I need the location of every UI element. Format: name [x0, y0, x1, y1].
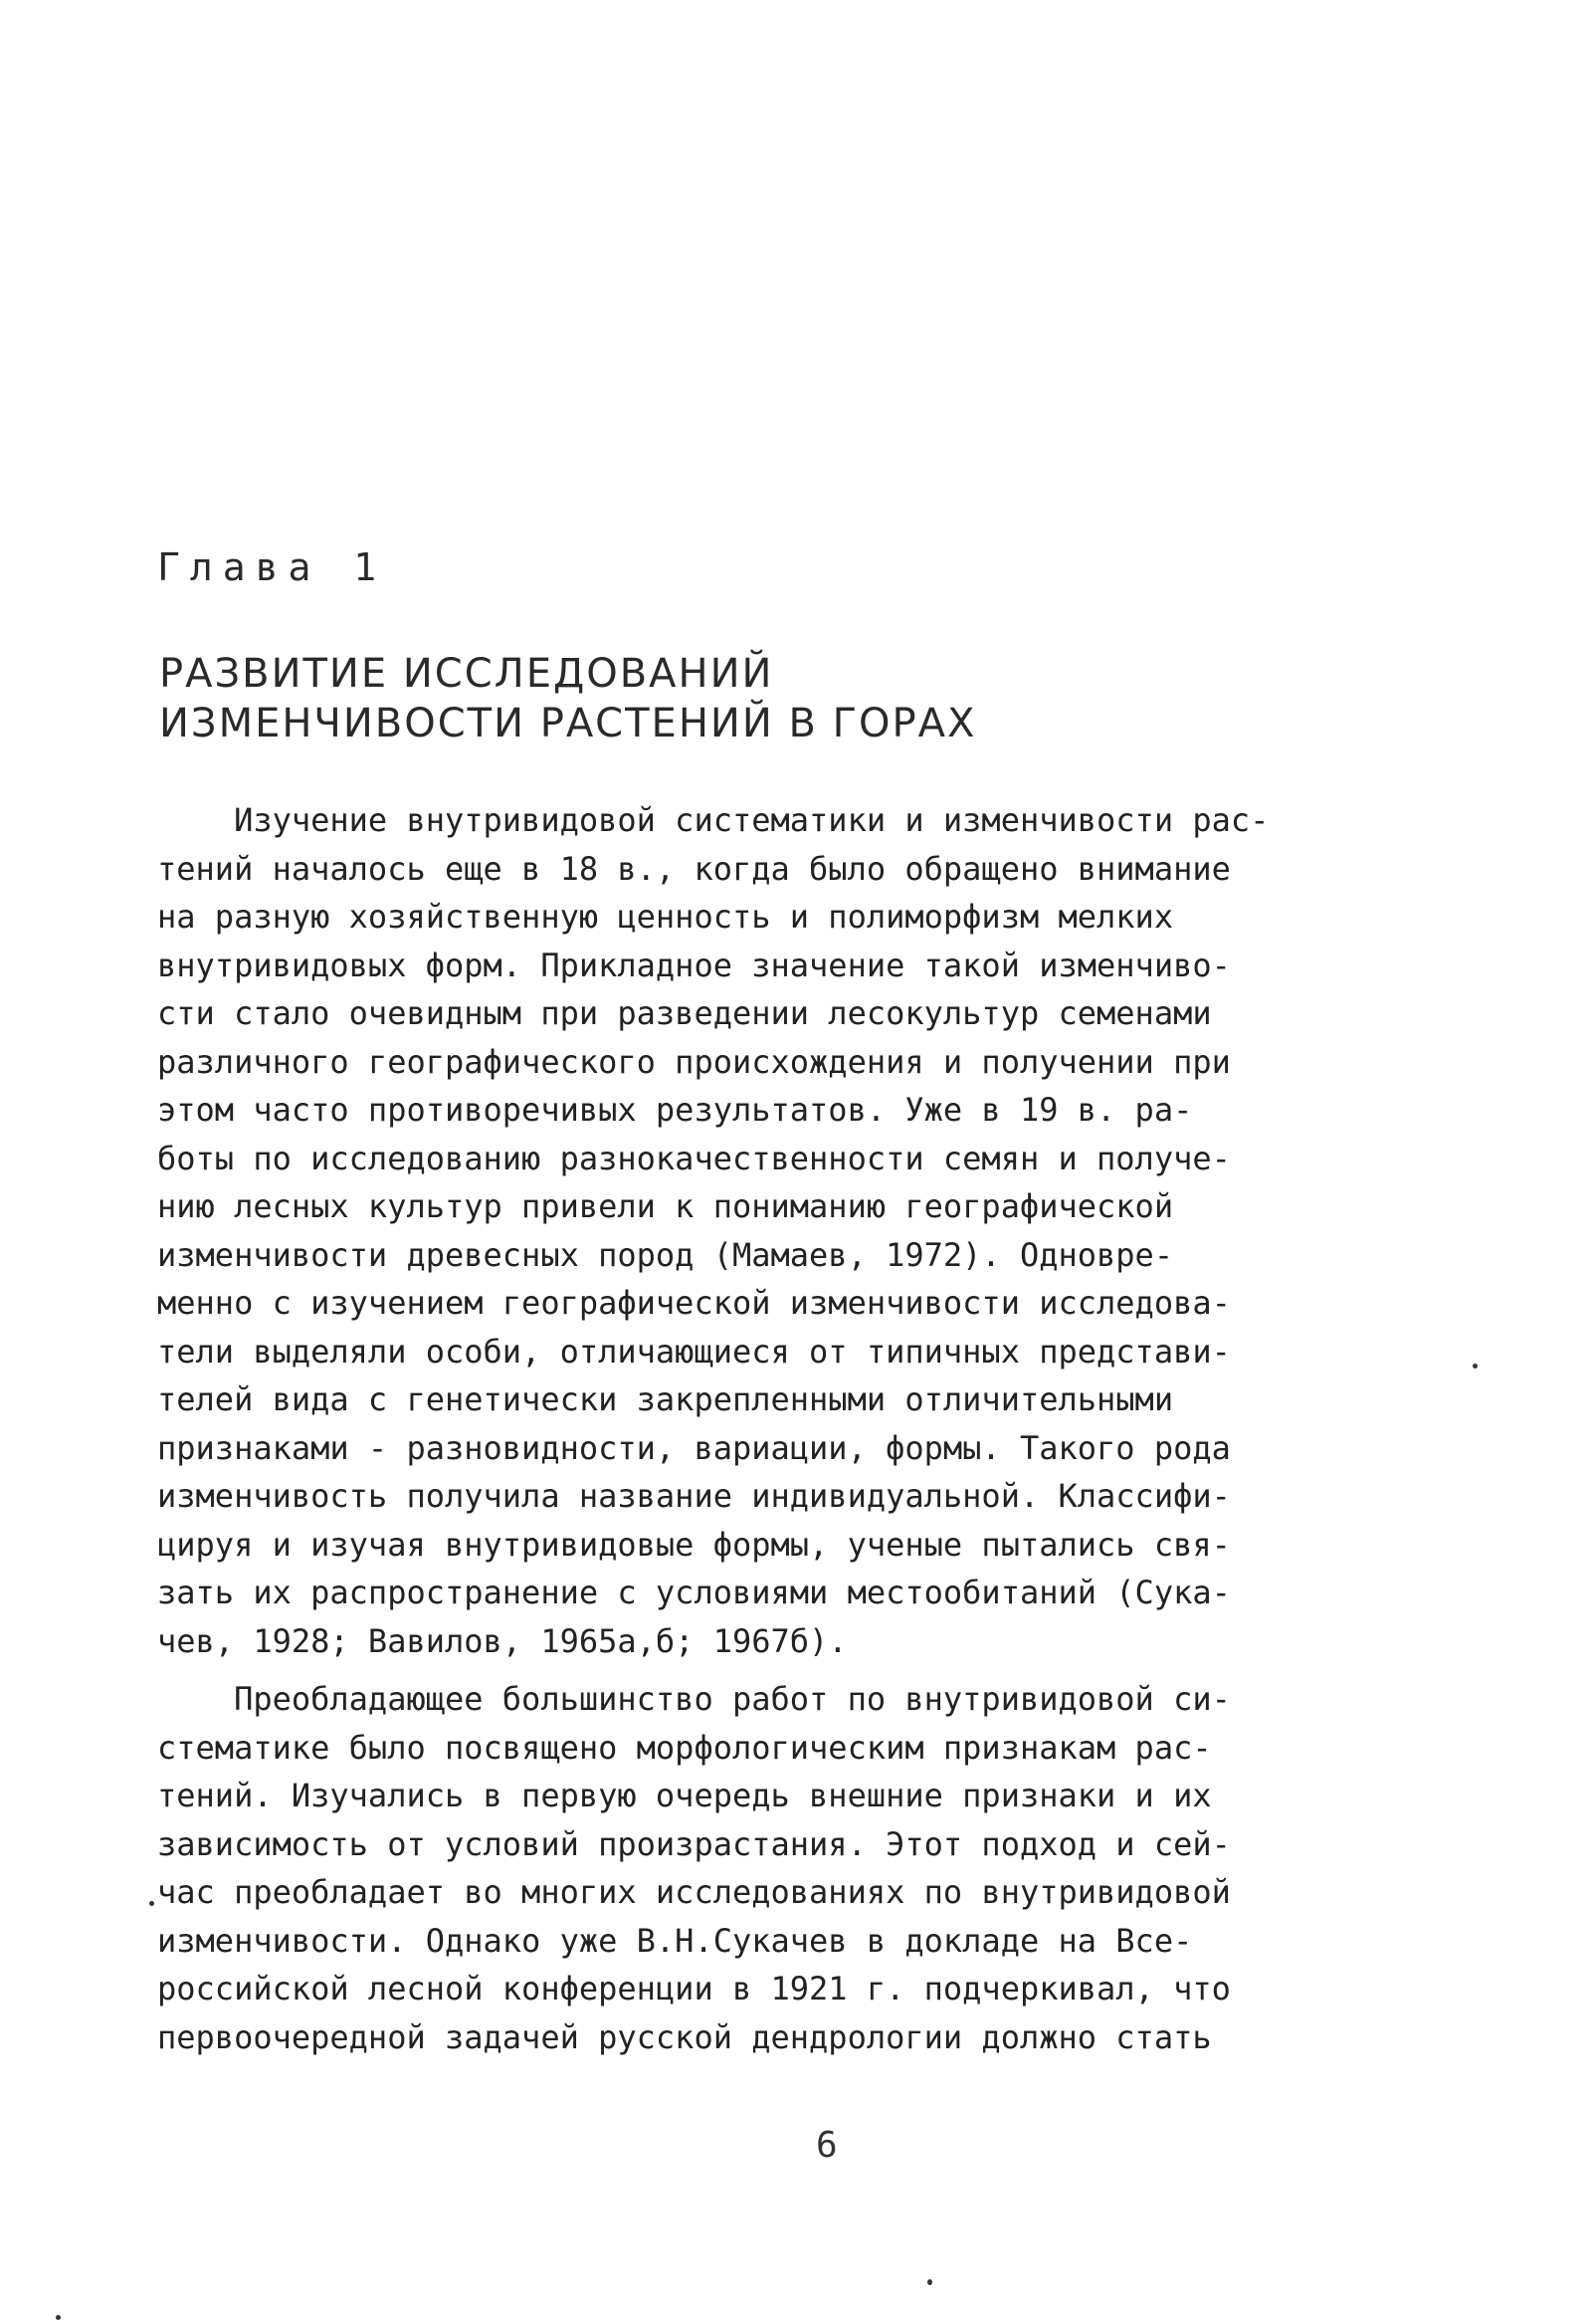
- text-line: зависимость от условий произрастания. Этот подход и сей-: [157, 1824, 1231, 1863]
- text-line: изменчивости. Однако уже В.Н.Сукачев в докладе на Все-: [157, 1921, 1193, 1960]
- text-line: российской лесной конференции в 1921 г. подчеркивал, что: [157, 1970, 1231, 2007]
- text-line: первоочередной задачей русской дендрологии должно стать: [157, 2017, 1212, 2056]
- chapter-title-line: РАЗВИТИЕ ИССЛЕДОВАНИЙ: [159, 651, 774, 697]
- scan-speck: [927, 2279, 932, 2285]
- scan-speck: [149, 1901, 154, 1906]
- text-line: внутривидовых форм. Прикладное значение такой изменчиво-: [157, 946, 1231, 984]
- text-line: стематике было посвящено морфологическим признакам рас-: [157, 1728, 1212, 1767]
- paragraph-2: [157, 1675, 1471, 2061]
- text-line: телей вида с генетически закрепленными отличительными: [157, 1380, 1174, 1418]
- text-line: зать их распространение с условиями местообитаний (Сука-: [157, 1574, 1231, 1611]
- text-line: различного географического происхождения и получении при: [157, 1042, 1231, 1081]
- chapter-label: Глава 1: [157, 545, 387, 589]
- text-line: нию лесных культур привели к пониманию географической: [157, 1187, 1174, 1225]
- text-line: Преобладающее большинство работ по внутривидовой си-: [157, 1680, 1231, 1718]
- text-line: изменчивости древесных пород (Мамаев, 1972). Одновре-: [157, 1235, 1174, 1274]
- text-line: тений началось еще в 18 в., когда было обращено внимание: [157, 849, 1231, 888]
- paragraph-1: [157, 796, 1471, 1665]
- body-text: [157, 796, 1471, 2061]
- text-line: цируя и изучая внутривидовые формы, ученые пытались свя-: [157, 1525, 1231, 1564]
- text-line: час преобладает во многих исследованиях по внутривидовой: [157, 1873, 1231, 1911]
- scan-speck: [1473, 1364, 1478, 1369]
- text-line: тели выделяли особи, отличающиеся от типичных представи-: [157, 1332, 1231, 1371]
- scan-speck: [56, 2315, 61, 2320]
- text-line: этом часто противоречивых результатов. Уже в 19 в. ра-: [157, 1091, 1193, 1129]
- text-line: изменчивость получила название индивидуальной. Классифи-: [157, 1477, 1231, 1515]
- text-line: признаками - разновидности, вариации, формы. Такого рода: [157, 1428, 1231, 1467]
- text-line: Изучение внутривидовой систематики и изменчивости рас-: [157, 801, 1270, 839]
- text-line: на разную хозяйственную ценность и полиморфизм мелких: [157, 898, 1174, 936]
- text-line: тений. Изучались в первую очередь внешние признаки и их: [157, 1777, 1212, 1814]
- page-number: 6: [816, 2125, 838, 2166]
- text-line: менно с изучением географической изменчивости исследова-: [157, 1284, 1231, 1322]
- chapter-title-line: ИЗМЕНЧИВОСТИ РАСТЕНИЙ В ГОРАХ: [159, 701, 977, 746]
- text-line: боты по исследованию разнокачественности семян и получе-: [157, 1139, 1231, 1177]
- text-line: чев, 1928; Вавилов, 1965а,б; 1967б).: [157, 1621, 848, 1660]
- text-line: сти стало очевидным при разведении лесокультур семенами: [157, 994, 1212, 1032]
- chapter-title: [159, 649, 976, 748]
